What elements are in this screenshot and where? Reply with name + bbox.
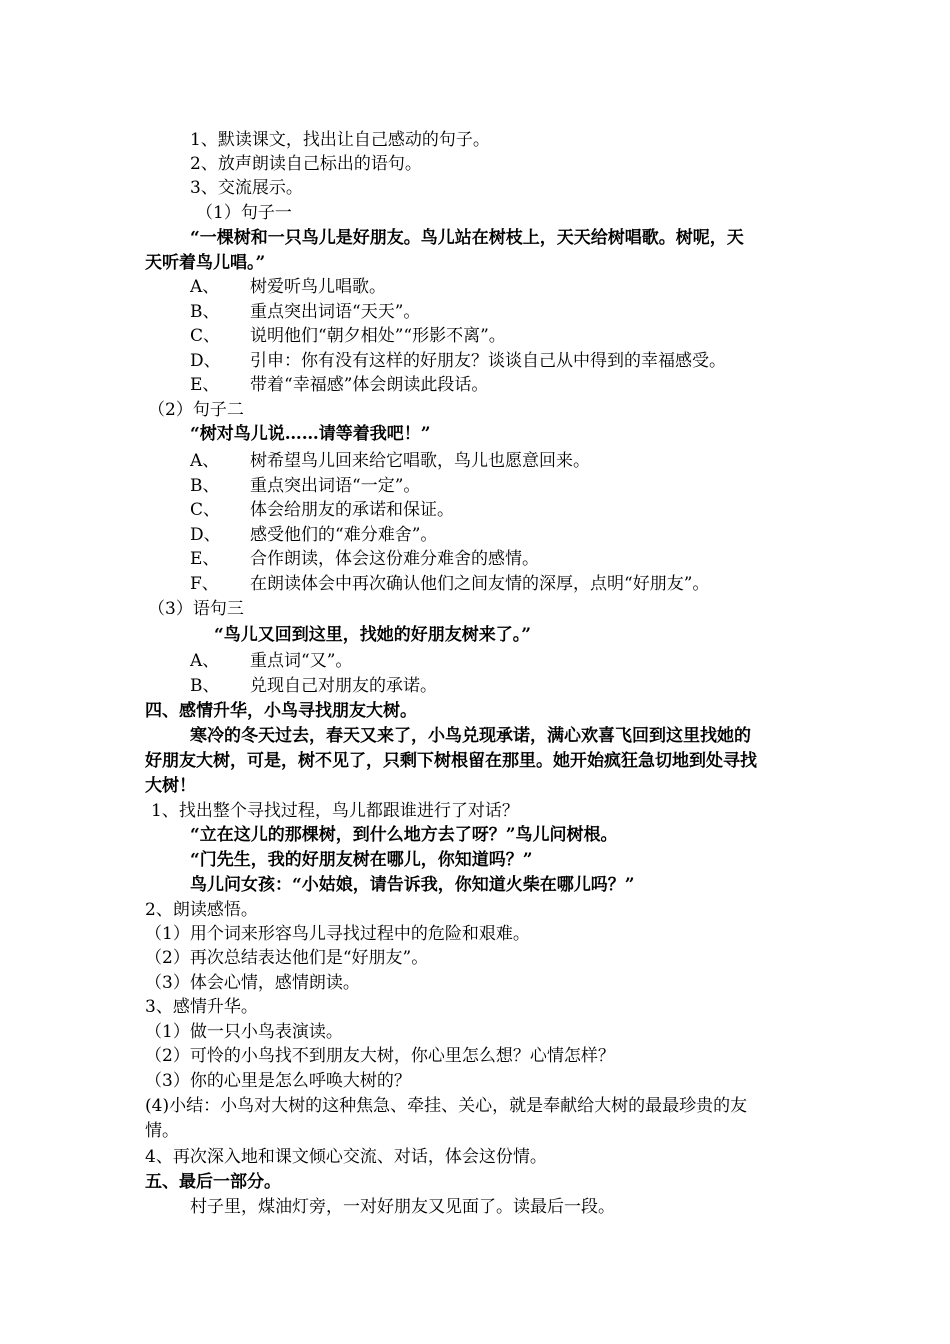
reading-step-2: 2、朗读感悟。: [145, 900, 258, 920]
list-item: [190, 349, 726, 373]
list-text: 树希望鸟儿回来给它唱歌，鸟儿也愿意回来。: [250, 451, 590, 471]
reading-item-2: （2）再次总结表达他们是“好朋友”。: [145, 948, 429, 968]
list-marker: F、: [190, 574, 219, 594]
section-4-paragraph-line-1: 寒冷的冬天过去，春天又来了，小鸟兑现承诺，满心欢喜飞回到这里找她的: [190, 726, 751, 746]
list-text: 重点突出词语“一定”。: [250, 476, 421, 496]
list-item: [190, 498, 454, 522]
list-text: 重点突出词语“天天”。: [250, 302, 421, 322]
emotion-item-2: （2）可怜的小鸟找不到朋友大树，你心里怎么想？心情怎样？: [145, 1046, 615, 1066]
list-text: 带着“幸福感”体会朗读此段话。: [250, 375, 489, 395]
list-item: [190, 547, 539, 571]
reading-item-1: （1）用个词来形容鸟儿寻找过程中的危险和艰难。: [145, 924, 530, 944]
step-2: 2、放声朗读自己标出的语句。: [190, 154, 422, 174]
list-marker: D、: [190, 525, 221, 545]
list-marker: A、: [190, 451, 220, 471]
list-item: [190, 572, 709, 596]
list-item: [190, 373, 488, 397]
step-1: 1、默读课文，找出让自己感动的句子。: [190, 130, 490, 150]
list-marker: B、: [190, 676, 220, 696]
list-item: [190, 649, 352, 673]
sentence-3-heading: （3）语句三: [148, 599, 244, 619]
find-step-1: 1、找出整个寻找过程，鸟儿都跟谁进行了对话？: [151, 801, 519, 821]
section-4-title: 四、感情升华，小鸟寻找朋友大树。: [145, 701, 417, 721]
sentence-1-quote-line-1: “一棵树和一只鸟儿是好朋友。鸟儿站在树枝上，天天给树唱歌。树呢，天: [190, 228, 744, 248]
dialogue-quote-2: “门先生，我的好朋友树在哪儿，你知道吗？”: [190, 850, 533, 870]
list-item: [190, 474, 420, 498]
list-marker: E、: [190, 375, 220, 395]
sentence-2-heading: （2）句子二: [148, 400, 244, 420]
list-item: [190, 300, 420, 324]
step-3: 3、交流展示。: [190, 178, 303, 198]
sentence-3-quote: “鸟儿又回到这里，找她的好朋友树来了。”: [214, 625, 532, 645]
list-text: 兑现自己对朋友的承诺。: [250, 676, 437, 696]
list-marker: A、: [190, 651, 220, 671]
reading-item-3: （3）体会心情，感情朗读。: [145, 973, 360, 993]
list-marker: C、: [190, 500, 221, 520]
list-text: 合作朗读，体会这份难分难舍的感情。: [250, 549, 539, 569]
sentence-1-quote-line-2: 天听着鸟儿唱。”: [145, 253, 266, 273]
list-text: 感受他们的“难分难舍”。: [250, 525, 438, 545]
sentence-2-quote: “树对鸟儿说……请等着我吧！”: [190, 424, 431, 444]
sentence-1-heading: （1）句子一: [196, 203, 292, 223]
emotion-item-1: （1）做一只小鸟表演读。: [145, 1022, 343, 1042]
section-5-paragraph: 村子里，煤油灯旁，一对好朋友又见面了。读最后一段。: [190, 1197, 615, 1217]
dialogue-quote-3: 鸟儿问女孩：“小姑娘，请告诉我，你知道火柴在哪儿吗？”: [190, 875, 635, 895]
emotion-step-3: 3、感情升华。: [145, 997, 258, 1017]
list-marker: E、: [190, 549, 220, 569]
list-text: 引申：你有没有这样的好朋友？谈谈自己从中得到的幸福感受。: [250, 351, 726, 371]
section-4-paragraph-line-3: 大树！: [145, 776, 196, 796]
list-text: 树爱听鸟儿唱歌。: [250, 277, 386, 297]
list-marker: C、: [190, 326, 221, 346]
list-text: 体会给朋友的承诺和保证。: [250, 500, 454, 520]
section-4-paragraph-line-2: 好朋友大树，可是，树不见了，只剩下树根留在那里。她开始疯狂急切地到处寻找: [145, 751, 757, 771]
list-item: [190, 674, 437, 698]
list-marker: A、: [190, 277, 220, 297]
list-item: [190, 275, 386, 299]
list-marker: B、: [190, 476, 220, 496]
dialogue-quote-1: “立在这儿的那棵树，到什么地方去了呀？”鸟儿问树根。: [190, 825, 618, 845]
list-item: [190, 523, 437, 547]
emotion-item-3: （3）你的心里是怎么呼唤大树的？: [145, 1071, 411, 1091]
summary-line-2: 情。: [145, 1121, 179, 1141]
list-text: 在朗读体会中再次确认他们之间友情的深厚，点明“好朋友”。: [250, 574, 710, 594]
list-text: 重点词“又”。: [250, 651, 353, 671]
list-item: [190, 324, 506, 348]
summary-line-1: (4)小结：小鸟对大树的这种焦急、牵挂、关心，就是奉献给大树的最最珍贵的友: [145, 1096, 748, 1116]
list-marker: D、: [190, 351, 221, 371]
list-text: 说明他们“朝夕相处”“形影不离”。: [250, 326, 506, 346]
list-item: [190, 449, 590, 473]
list-marker: B、: [190, 302, 220, 322]
step-4: 4、再次深入地和课文倾心交流、对话，体会这份情。: [145, 1147, 547, 1167]
section-5-title: 五、最后一部分。: [145, 1172, 281, 1192]
